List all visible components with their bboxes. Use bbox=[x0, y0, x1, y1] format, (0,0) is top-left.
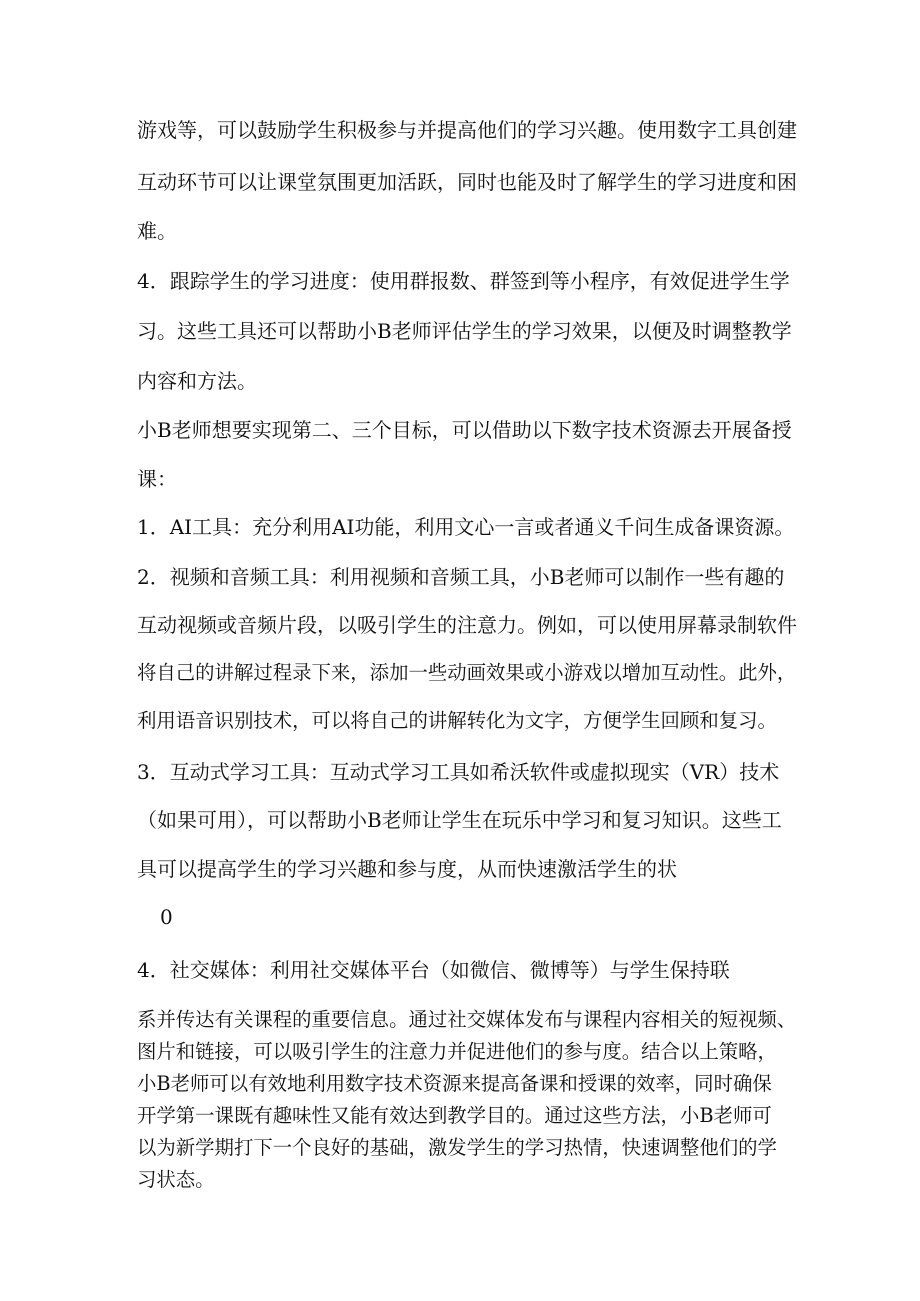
text-line-16: 具可以提高学生的学习兴趣和参与度，从而快速激活学生的状 bbox=[137, 857, 677, 881]
text-line-4: 4．跟踪学生的学习进度：使用群报数、群签到等小程序，有效促进学生学 bbox=[137, 269, 790, 293]
text-line-6: 内容和方法。 bbox=[137, 369, 257, 393]
text-line-17: 0 bbox=[160, 905, 173, 929]
text-line-23: 以为新学期打下一个良好的基础，激发学生的学习热情，快速调整他们的学 bbox=[137, 1136, 777, 1159]
text-line-13: 利用语音识别技术，可以将自己的讲解转化为文字，方便学生回顾和复习。 bbox=[137, 709, 777, 732]
text-line-18: 4．社交媒体：利用社交媒体平台（如微信、微博等）与学生保持联 bbox=[137, 958, 730, 982]
text-line-7: 小B老师想要实现第二、三个目标，可以借助以下数字技术资源去开展备授 bbox=[137, 418, 792, 442]
text-line-2: 互动环节可以让课堂氛围更加活跃，同时也能及时了解学生的学习进度和困 bbox=[137, 170, 797, 194]
text-line-24: 习状态。 bbox=[137, 1168, 215, 1191]
text-line-5: 习。这些工具还可以帮助小B老师评估学生的学习效果，以便及时调整教学 bbox=[137, 319, 792, 343]
text-line-8: 课： bbox=[137, 467, 177, 491]
text-line-22: 开学第一课既有趣味性又能有效达到教学目的。通过这些方法，小B老师可 bbox=[137, 1104, 772, 1127]
text-line-9: 1．AI工具：充分利用AI功能，利用文心一言或者通义千问生成备课资源。 bbox=[137, 515, 795, 539]
text-line-20: 图片和链接，可以吸引学生的注意力并促进他们的参与度。结合以上策略， bbox=[137, 1040, 777, 1063]
text-line-1: 游戏等，可以鼓励学生积极参与并提高他们的学习兴趣。使用数字工具创建 bbox=[137, 118, 797, 142]
text-line-10: 2．视频和音频工具：利用视频和音频工具，小B老师可以制作一些有趣的 bbox=[137, 565, 785, 589]
text-line-11: 互动视频或音频片段，以吸引学生的注意力。例如，可以使用屏幕录制软件 bbox=[137, 613, 797, 637]
text-line-19: 系并传达有关课程的重要信息。通过社交媒体发布与课程内容相关的短视频、 bbox=[137, 1008, 797, 1031]
text-line-14: 3．互动式学习工具：互动式学习工具如希沃软件或虚拟现实（VR）技术 bbox=[137, 760, 780, 784]
text-line-3: 难。 bbox=[137, 219, 177, 243]
text-line-12: 将自己的讲解过程录下来，添加一些动画效果或小游戏以增加互动性。此外， bbox=[137, 661, 797, 684]
text-line-15: （如果可用），可以帮助小B老师让学生在玩乐中学习和复习知识。这些工 bbox=[137, 808, 782, 832]
text-line-21: 小B老师可以有效地利用数字技术资源来提高备课和授课的效率，同时确保 bbox=[137, 1072, 772, 1095]
